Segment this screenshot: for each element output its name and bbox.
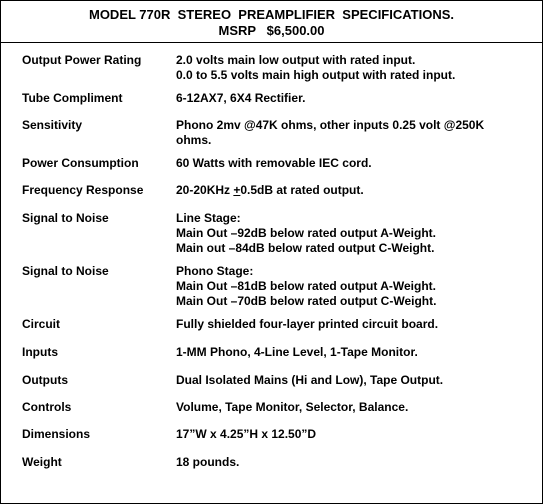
spec-value-line: Volume, Tape Monitor, Selector, Balance. [176, 400, 409, 414]
spec-label: Controls [22, 400, 72, 414]
spec-label: Signal to Noise [22, 264, 109, 278]
spec-header [1, 1, 542, 43]
spec-value-line: Phono Stage: [176, 264, 254, 278]
spec-label: Tube Compliment [22, 91, 123, 105]
spec-value-line: 2.0 volts main low output with rated input. [176, 53, 416, 67]
spec-value-line: Line Stage: [176, 211, 241, 225]
spec-value [176, 91, 526, 106]
spec-value-line: 0.0 to 5.5 volts main high output with rated input. [176, 68, 456, 82]
spec-value [176, 455, 526, 470]
spec-label: Inputs [22, 345, 58, 359]
page-title: MODEL 770R STEREO PREAMPLIFIER SPECIFICATIONS. [88, 7, 454, 22]
msrp-price: MSRP $6,500.00 [218, 23, 325, 38]
plus-minus-mark: + [233, 183, 241, 197]
spec-label: Sensitivity [22, 118, 83, 132]
spec-value-line: ohms. [176, 133, 212, 147]
spec-value [176, 211, 526, 256]
spec-value-line: Dual Isolated Mains (Hi and Low), Tape Output. [176, 373, 444, 387]
spec-value-line: Phono 2mv @47K ohms, other inputs 0.25 volt @250K [176, 118, 485, 132]
spec-value-line: Main Out –81dB below rated output A-Weight. [176, 279, 436, 293]
spec-value [176, 345, 526, 360]
spec-value-line: 6-12AX7, 6X4 Rectifier. [176, 91, 306, 105]
spec-value-line: 1-MM Phono, 4-Line Level, 1-Tape Monitor. [176, 345, 418, 359]
spec-label: Power Consumption [22, 156, 139, 170]
spec-label: Signal to Noise [22, 211, 109, 225]
spec-value-line: Main out –84dB below rated output C-Weight. [176, 241, 435, 255]
spec-label: Outputs [22, 373, 68, 387]
spec-value-line: 60 Watts with removable IEC cord. [176, 156, 372, 170]
spec-value [176, 373, 526, 388]
spec-value-line: Fully shielded four-layer printed circuit board. [176, 317, 439, 331]
spec-label: Output Power Rating [22, 53, 142, 67]
spec-label: Circuit [22, 317, 61, 331]
spec-value-line: 18 pounds. [176, 455, 240, 469]
spec-value [176, 427, 526, 442]
spec-value [176, 400, 526, 415]
spec-label: Weight [22, 455, 62, 469]
spec-value-line: Main Out –70dB below rated output C-Weight. [176, 294, 437, 308]
spec-label: Dimensions [22, 427, 91, 441]
spec-value [176, 118, 526, 148]
spec-value [176, 183, 526, 198]
spec-value [176, 264, 526, 309]
spec-value [176, 317, 526, 332]
spec-value-line: 17”W x 4.25”H x 12.50”D [176, 427, 317, 441]
spec-value-line [176, 183, 526, 198]
spec-value-line: Main Out –92dB below rated output A-Weight. [176, 226, 436, 240]
spec-value-text: 0.5dB at rated output. [240, 183, 364, 197]
spec-value [176, 156, 526, 171]
spec-value [176, 53, 526, 83]
spec-label: Frequency Response [22, 183, 144, 197]
spec-value-text: 20-20KHz [176, 183, 234, 197]
